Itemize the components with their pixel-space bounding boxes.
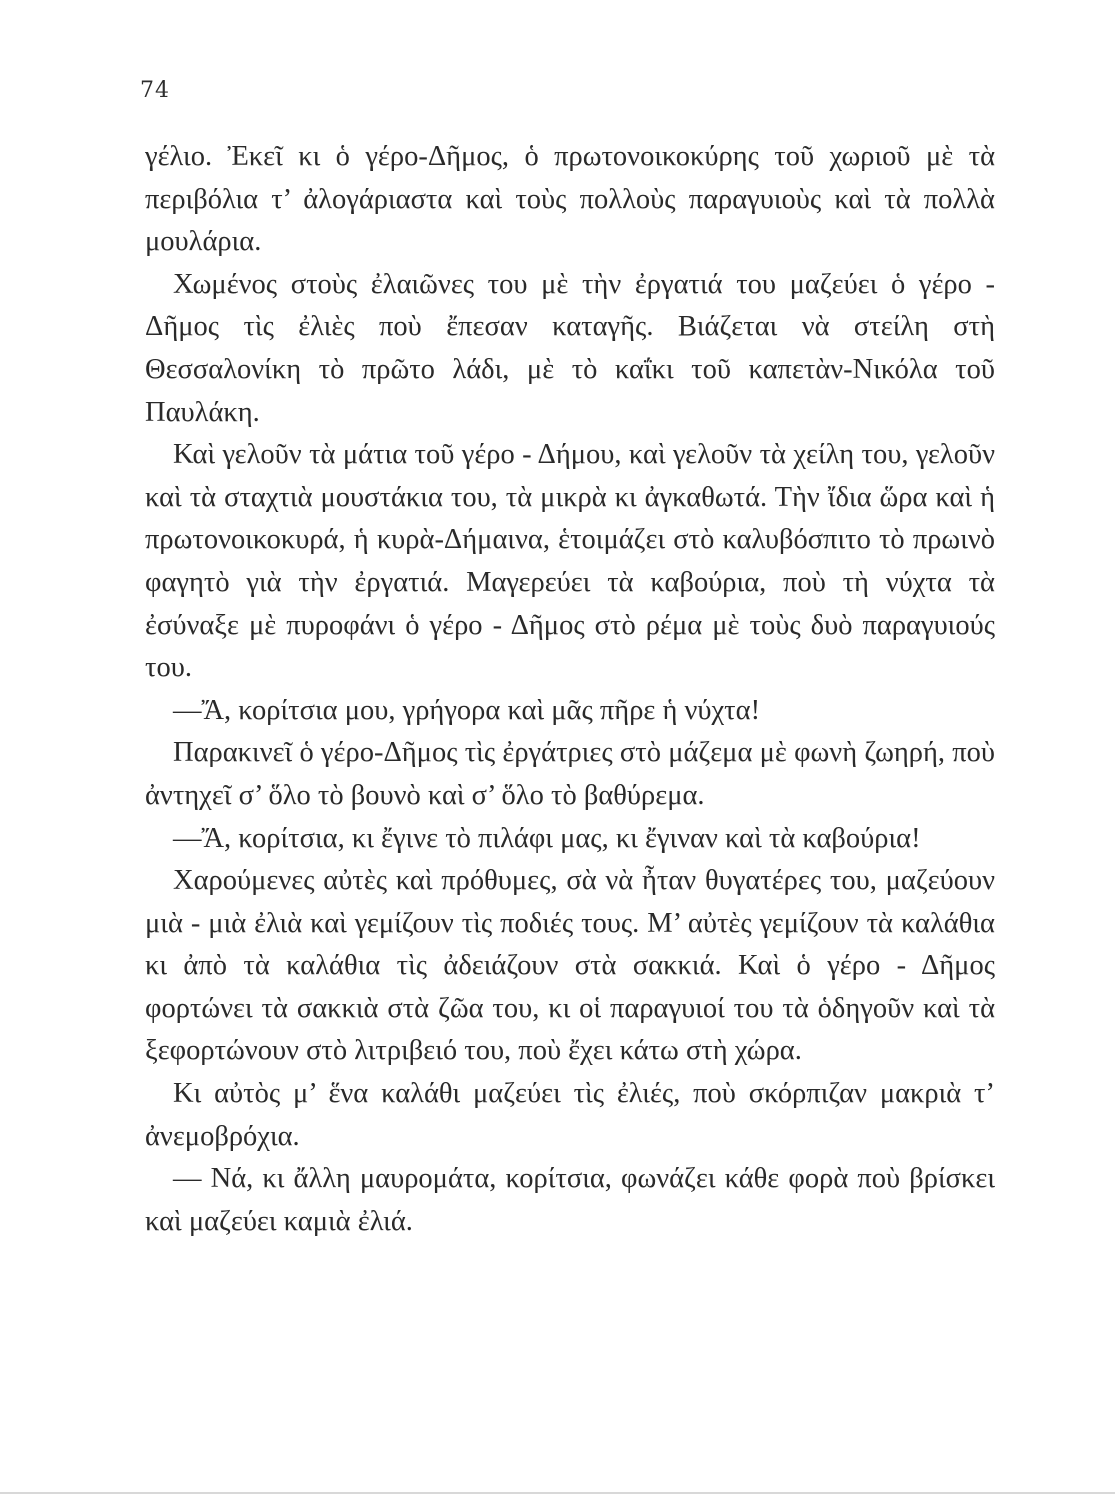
paragraph-5: Χαρούμενες αὐτὲς καὶ πρόθυμες, σὰ νὰ ἦταν θυγατέρες του, μαζεύουν μιὰ - μιὰ ἐλιὰ καὶ γεμίζουν τὶς ποδιές τους. Μ’ αὐτὲς γεμίζουν τὰ καλάθια κι ἀπὸ τὰ καλάθια τὶς ἀδειάζουν στὰ σακκιά. Καὶ ὁ γέρο - Δῆμος φορτώνει τὰ σακκιὰ στὰ ζῶα του, κι οἱ παραγυιοί του τὰ ὁδηγοῦν καὶ τὰ ξεφορτώνουν στὸ λιτριβειό του, ποὺ ἔχει κάτω στὴ χώρα. bbox=[145, 865, 995, 1067]
paragraph-4: Παρακινεῖ ὁ γέρο-Δῆμος τὶς ἐργάτριες στὸ μάζεμα μὲ φωνὴ ζωηρή, ποὺ ἀντηχεῖ σ’ ὅλο τὸ βουνὸ καὶ σ’ ὅλο τὸ βαθύρεμα. bbox=[145, 737, 995, 811]
dialogue-3: — Νά, κι ἄλλη μαυρομάτα, κορίτσια, φωνάζει κάθε φορὰ ποὺ βρίσκει καὶ μαζεύει καμιὰ ἐλιά. bbox=[145, 1163, 995, 1237]
paragraph-3: Καὶ γελοῦν τὰ μάτια τοῦ γέρο - Δήμου, καὶ γελοῦν τὰ χείλη του, γελοῦν καὶ τὰ σταχτιὰ μουστάκια του, τὰ μικρὰ κι ἀγκαθωτά. Τὴν ἴδια ὥρα καὶ ἡ πρωτονοικοκυρά, ἡ κυρὰ-Δήμαινα, ἑτοιμάζει στὸ καλυβόσπιτο τὸ πρωινὸ φαγητὸ γιὰ τὴν ἐργατιά. Μαγερεύει τὰ καβούρια, ποὺ τὴ νύχτα τὰ ἐσύναξε μὲ πυροφάνι ὁ γέρο - Δῆμος στὸ ρέμα μὲ τοὺς δυὸ παραγυιούς του. bbox=[145, 439, 995, 684]
paragraph-6: Κι αὐτὸς μ’ ἕνα καλάθι μαζεύει τὶς ἐλιές, ποὺ σκόρπιζαν μακριὰ τ’ ἀνεμοβρόχια. bbox=[145, 1078, 995, 1152]
paragraph-1: γέλιο. Ἐκεῖ κι ὁ γέρο-Δῆμος, ὁ πρωτονοικοκύρης τοῦ χωριοῦ μὲ τὰ περιβόλια τ’ ἀλογάριαστα καὶ τοὺς πολλοὺς παραγυιοὺς καὶ τὰ πολλὰ μουλάρια. bbox=[145, 141, 995, 258]
body-text bbox=[145, 136, 995, 1243]
scan-edge-line bbox=[0, 1492, 1115, 1494]
dialogue-1: —Ἄ, κορίτσια μου, γρήγορα καὶ μᾶς πῆρε ἡ νύχτα! bbox=[173, 694, 761, 726]
dialogue-2: —Ἄ, κορίτσια, κι ἔγινε τὸ πιλάφι μας, κι ἔγιναν καὶ τὰ καβούρια! bbox=[173, 822, 921, 854]
paragraph-2: Χωμένος στοὺς ἐλαιῶνες του μὲ τὴν ἐργατιά του μαζεύει ὁ γέρο - Δῆμος τὶς ἐλιὲς ποὺ ἔπεσαν καταγῆς. Βιάζεται νὰ στείλη στὴ Θεσσαλονίκη τὸ πρῶτο λάδι, μὲ τὸ καΐκι τοῦ καπετὰν-Νικόλα τοῦ Παυλάκη. bbox=[145, 268, 995, 428]
page-number: 74 bbox=[140, 78, 170, 103]
